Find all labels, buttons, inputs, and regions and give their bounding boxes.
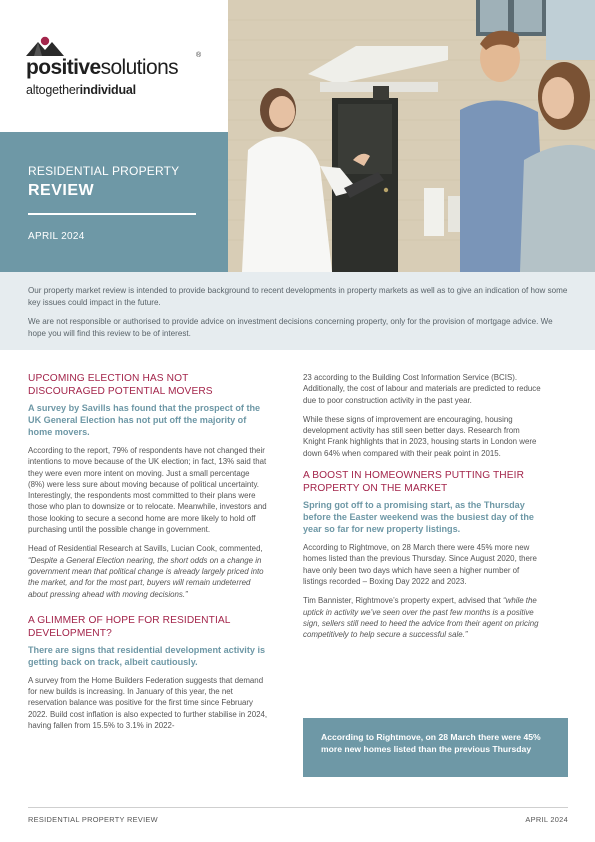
hero-photo — [228, 0, 595, 272]
section-quote-paragraph: Tim Bannister, Rightmove’s property expert, advised that “while the uptick in activity we’ve seen over the past few months is a positive sign, sellers still need to heed the advice from their agent on pricing competitively to help secure a successful sale.” — [303, 596, 539, 640]
section-paragraph: According to the report, 79% of respondents have not changed their intentions to move because of the UK election; in fact, 13% said that they were even more intent on moving. Just a small percentage (8%) were less sure about moving because of political uncertainty. Interestingly, the respondents most committed to their plans were those who plan to downsize or to relocate. Meanwhile, investors and those looking to secure a second home are more likely to hold off purchasing until the possible change in government. — [28, 446, 267, 535]
page-header — [0, 0, 595, 272]
title-line2: REVIEW — [28, 182, 95, 199]
disclaimer-paragraph: We are not responsible or authorised to provide advice on investment decisions concerning property, only for the provision of mortgage advice. We hope you will find this review to be of interest. — [28, 317, 553, 338]
footer-date: APRIL 2024 — [525, 815, 568, 824]
logo-mountain-icon — [26, 36, 64, 56]
section-paragraph: A survey from the Home Builders Federation suggests that demand for new builds is increasing. In January of this year, the net reservation balance was positive for the first time since February 2022. Build cost inflation is also expected to further stabilise in 2024, having fallen from 15.5% to 3.1% in 2022- — [28, 675, 268, 731]
left-column — [28, 372, 268, 739]
section-paragraph: While these signs of improvement are encouraging, housing development activity has still seen better days. Research from Knight Frank highlights that in 2023, housing starts in London were down 64% when compared with their peak point in 2015. — [303, 414, 537, 458]
footer-divider — [28, 807, 568, 808]
registered-mark: ® — [196, 52, 202, 59]
intro-paragraph: Our property market review is intended to provide background to recent developments in property markets as well as to give an indication of how some key issues could impact in the future. — [28, 286, 568, 307]
section-quote-paragraph: Head of Residential Research at Savills, Lucian Cook, commented, “Despite a General Election nearing, the short odds on a change in government mean that political change is already largely priced into the market, and for the most part, buyers will remain undeterred about pressing ahead with moving decisions.” — [28, 544, 264, 599]
footer-title: RESIDENTIAL PROPERTY REVIEW — [28, 815, 158, 824]
title-line1: RESIDENTIAL PROPERTY — [28, 164, 180, 178]
right-column — [303, 372, 543, 648]
callout-text: According to Rightmove, on 28 March there were 45% more new homes listed than the previous Thursday — [321, 732, 541, 754]
section-heading: A BOOST IN HOMEOWNERS PUTTING THEIR PROPERTY ON THE MARKET — [303, 470, 525, 495]
logo-block — [0, 0, 228, 132]
section-paragraph-continued: 23 according to the Building Cost Information Service (BCIS). Additionally, the cost of labour and materials are predicted to reduce due to poor construction activity in the past year. — [303, 373, 541, 405]
logo-wordmark: positivesolutions — [26, 56, 179, 79]
section-lead: Spring got off to a promising start, as the Thursday before the Easter weekend was the busiest day of the year so far for new property listings. — [303, 500, 534, 535]
issue-date: APRIL 2024 — [28, 231, 85, 242]
section-lead: A survey by Savills has found that the prospect of the UK General Election has not put off the majority of home movers. — [28, 403, 261, 437]
logo-tagline: altogetherindividual — [26, 83, 136, 97]
section-heading: A GLIMMER OF HOPE FOR RESIDENTIAL DEVELOPMENT? — [28, 614, 231, 639]
callout-box — [303, 718, 568, 777]
section-paragraph: According to Rightmove, on 28 March there were 45% more new homes listed than the previous Thursday. Since August 2020, there have only been two days which have seen a higher number of listings recorded – Boxing Day 2022 and 2023. — [303, 543, 537, 586]
intro-panel — [0, 272, 595, 350]
title-block — [0, 132, 228, 272]
title-divider — [28, 213, 196, 215]
section-lead: There are signs that residential development activity is getting back on track, albeit cautiously. — [28, 644, 266, 667]
section-heading: UPCOMING ELECTION HAS NOT DISCOURAGED POTENTIAL MOVERS — [28, 373, 213, 397]
